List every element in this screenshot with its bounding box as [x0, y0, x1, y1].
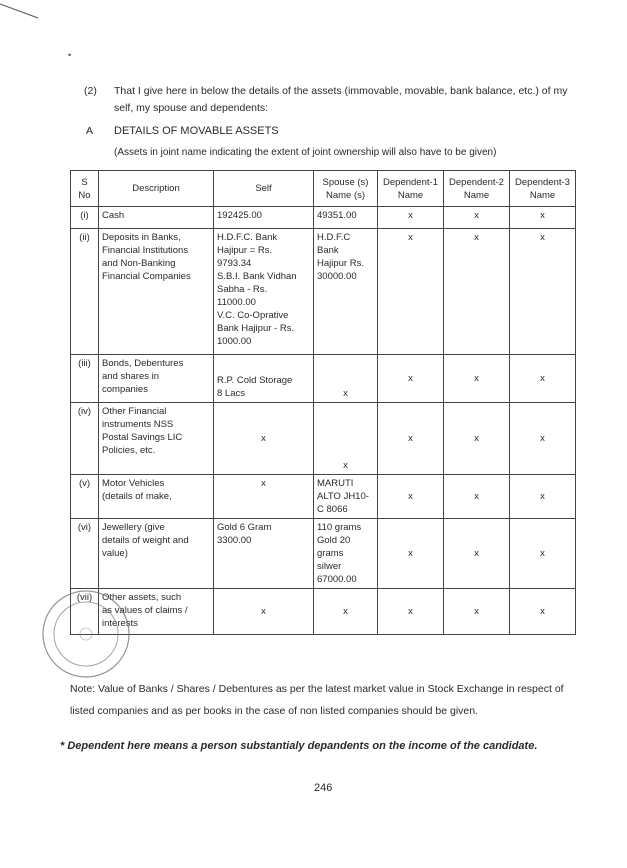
row-dependent-3: x — [510, 229, 576, 355]
header-sno: S No — [71, 171, 99, 207]
row-self: H.D.F.C. Bank Hajipur = Rs. 9793.34 S.B.I. Bank Vidhan Sabha - Rs. 11000.00 V.C. Co-Oprative Bank Hajipur - Rs. 1000.00 — [214, 229, 314, 355]
row-dependent-1: x — [378, 229, 444, 355]
row-spouse: MARUTI ALTO JH10- C 8066 — [314, 475, 378, 519]
row-self: R.P. Cold Storage 8 Lacs — [214, 355, 314, 403]
row-sno: (vii) — [71, 589, 99, 635]
table-row — [71, 589, 576, 635]
row-description: Other Financial instruments NSS Postal Savings LIC Policies, etc. — [99, 403, 214, 475]
valuation-note: Note: Value of Banks / Shares / Debentures as per the latest market value in Stock Exchange in respect of listed companies and as per books in the case of non listed companies should be given. — [70, 683, 564, 717]
row-spouse: 49351.00 — [314, 207, 378, 229]
row-dependent-2: x — [444, 519, 510, 589]
row-dependent-2: x — [444, 403, 510, 475]
header-self: Self — [214, 171, 314, 207]
row-sno: (iii) — [71, 355, 99, 403]
section-letter: A — [86, 125, 94, 137]
row-spouse: H.D.F.C Bank Hajipur Rs. 30000.00 — [314, 229, 378, 355]
row-dependent-1: x — [378, 519, 444, 589]
table-row — [71, 403, 576, 475]
row-sno: (iv) — [71, 403, 99, 475]
row-dependent-2: x — [444, 355, 510, 403]
advocate-seal-stamp — [40, 588, 132, 680]
row-spouse: x — [314, 589, 378, 635]
table-row — [71, 475, 576, 519]
row-sno: (v) — [71, 475, 99, 519]
header-dependent-3: Dependent-3 Name — [510, 171, 576, 207]
row-sno: (vi) — [71, 519, 99, 589]
table-row — [71, 207, 576, 229]
paragraph-text: That I give here in below the details of the assets (immovable, movable, bank balance, etc.) of my self, my spouse and dependents: — [114, 85, 568, 114]
section-note: (Assets in joint name indicating the extent of joint ownership will also have to be given) — [114, 147, 497, 158]
row-self: x — [214, 403, 314, 475]
dependent-footnote: * Dependent here means a person substantialy depandents on the income of the candidate. — [60, 740, 538, 752]
row-dependent-3: x — [510, 519, 576, 589]
row-dependent-2: x — [444, 475, 510, 519]
table-row — [71, 229, 576, 355]
row-dependent-2: x — [444, 229, 510, 355]
row-dependent-1: x — [378, 475, 444, 519]
row-description: Jewellery (give details of weight and value) — [99, 519, 214, 589]
section-title: DETAILS OF MOVABLE ASSETS — [114, 125, 279, 137]
row-dependent-3: x — [510, 475, 576, 519]
row-description: Other assets, such as values of claims / interests — [99, 589, 214, 635]
row-dependent-3: x — [510, 355, 576, 403]
ink-dot: • — [68, 50, 72, 60]
row-description: Deposits in Banks, Financial Institutions and Non-Banking Financial Companies — [99, 229, 214, 355]
row-spouse: x — [314, 403, 378, 475]
row-spouse: 110 grams Gold 20 grams silwer 67000.00 — [314, 519, 378, 589]
row-dependent-2: x — [444, 589, 510, 635]
header-description: Description — [99, 171, 214, 207]
page-number: 246 — [314, 782, 333, 794]
row-dependent-3: x — [510, 207, 576, 229]
header-dependent-2: Dependent-2 Name — [444, 171, 510, 207]
row-description: Motor Vehicles (details of make, — [99, 475, 214, 519]
movable-assets-table — [70, 170, 576, 635]
row-spouse: x — [314, 355, 378, 403]
row-dependent-1: x — [378, 589, 444, 635]
row-dependent-3: x — [510, 589, 576, 635]
row-dependent-1: x — [378, 403, 444, 475]
row-dependent-2: x — [444, 207, 510, 229]
table-row — [71, 355, 576, 403]
row-dependent-3: x — [510, 403, 576, 475]
row-self: Gold 6 Gram 3300.00 — [214, 519, 314, 589]
row-self: x — [214, 475, 314, 519]
row-sno: (i) — [71, 207, 99, 229]
scan-mark — [0, 0, 60, 22]
header-dependent-1: Dependent-1 Name — [378, 171, 444, 207]
row-dependent-1: x — [378, 207, 444, 229]
row-sno: (ii) — [71, 229, 99, 355]
header-spouse: Spouse (s) Name (s) — [314, 171, 378, 207]
row-dependent-1: x — [378, 355, 444, 403]
row-self: 192425.00 — [214, 207, 314, 229]
row-self: x — [214, 589, 314, 635]
paragraph-number: (2) — [84, 85, 97, 97]
row-description: Cash — [99, 207, 214, 229]
table-row — [71, 519, 576, 589]
table-header-row — [71, 171, 576, 207]
row-description: Bonds, Debentures and shares in companies — [99, 355, 214, 403]
